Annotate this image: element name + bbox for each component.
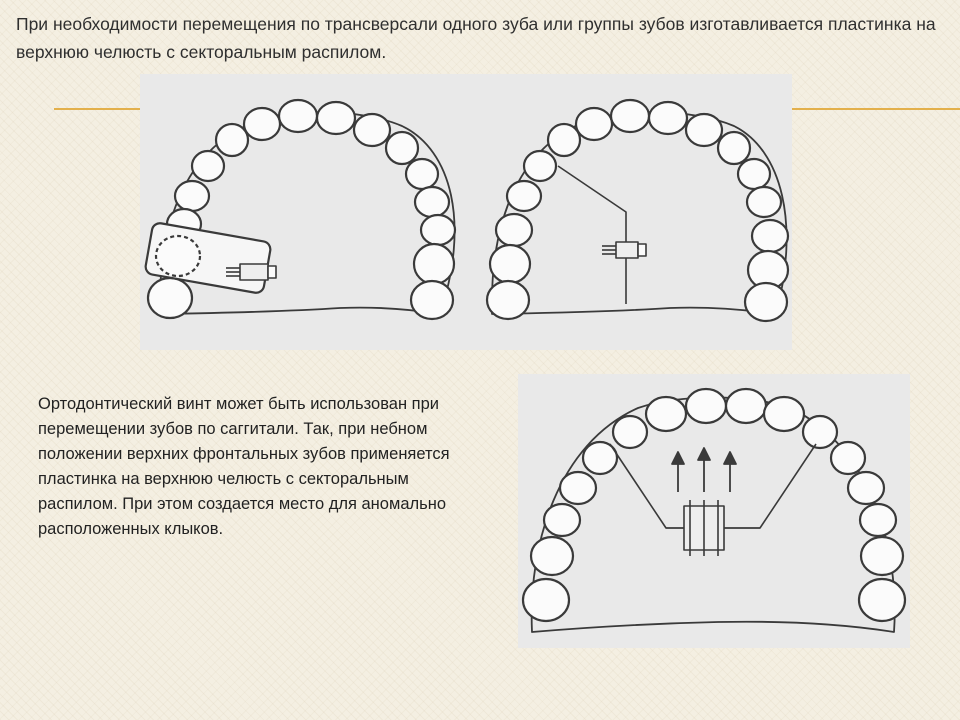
slide-body-text: Ортодонтический винт может быть использован при перемещении зубов по саггитали. Так, при небном положении верхних фронтальных зубов применяется пластинка на верхнюю челюсть с секторальным распилом. При этом создается место для аномально расположенных клыков.	[38, 395, 450, 538]
dental-arch-drawing-sagittal	[518, 374, 910, 648]
slide-title: При необходимости перемещения по трансверсали одного зуба или группы зубов изготавливается пластинка на верхнюю челюсть с секторальным распилом.	[16, 14, 936, 62]
teeth-sagittal-arch	[523, 389, 905, 621]
teeth-right-arch	[487, 100, 788, 321]
teeth-left-arch	[148, 100, 455, 319]
figure-sagittal-plate	[518, 374, 910, 648]
dental-arch-drawings-transverse	[140, 74, 792, 350]
arrow-icons-forward	[672, 448, 736, 492]
sector-cut-line	[558, 166, 626, 304]
figure-transverse-plates	[140, 74, 792, 350]
screw-icon-right	[602, 242, 646, 258]
screw-icon-sagittal	[666, 500, 760, 556]
